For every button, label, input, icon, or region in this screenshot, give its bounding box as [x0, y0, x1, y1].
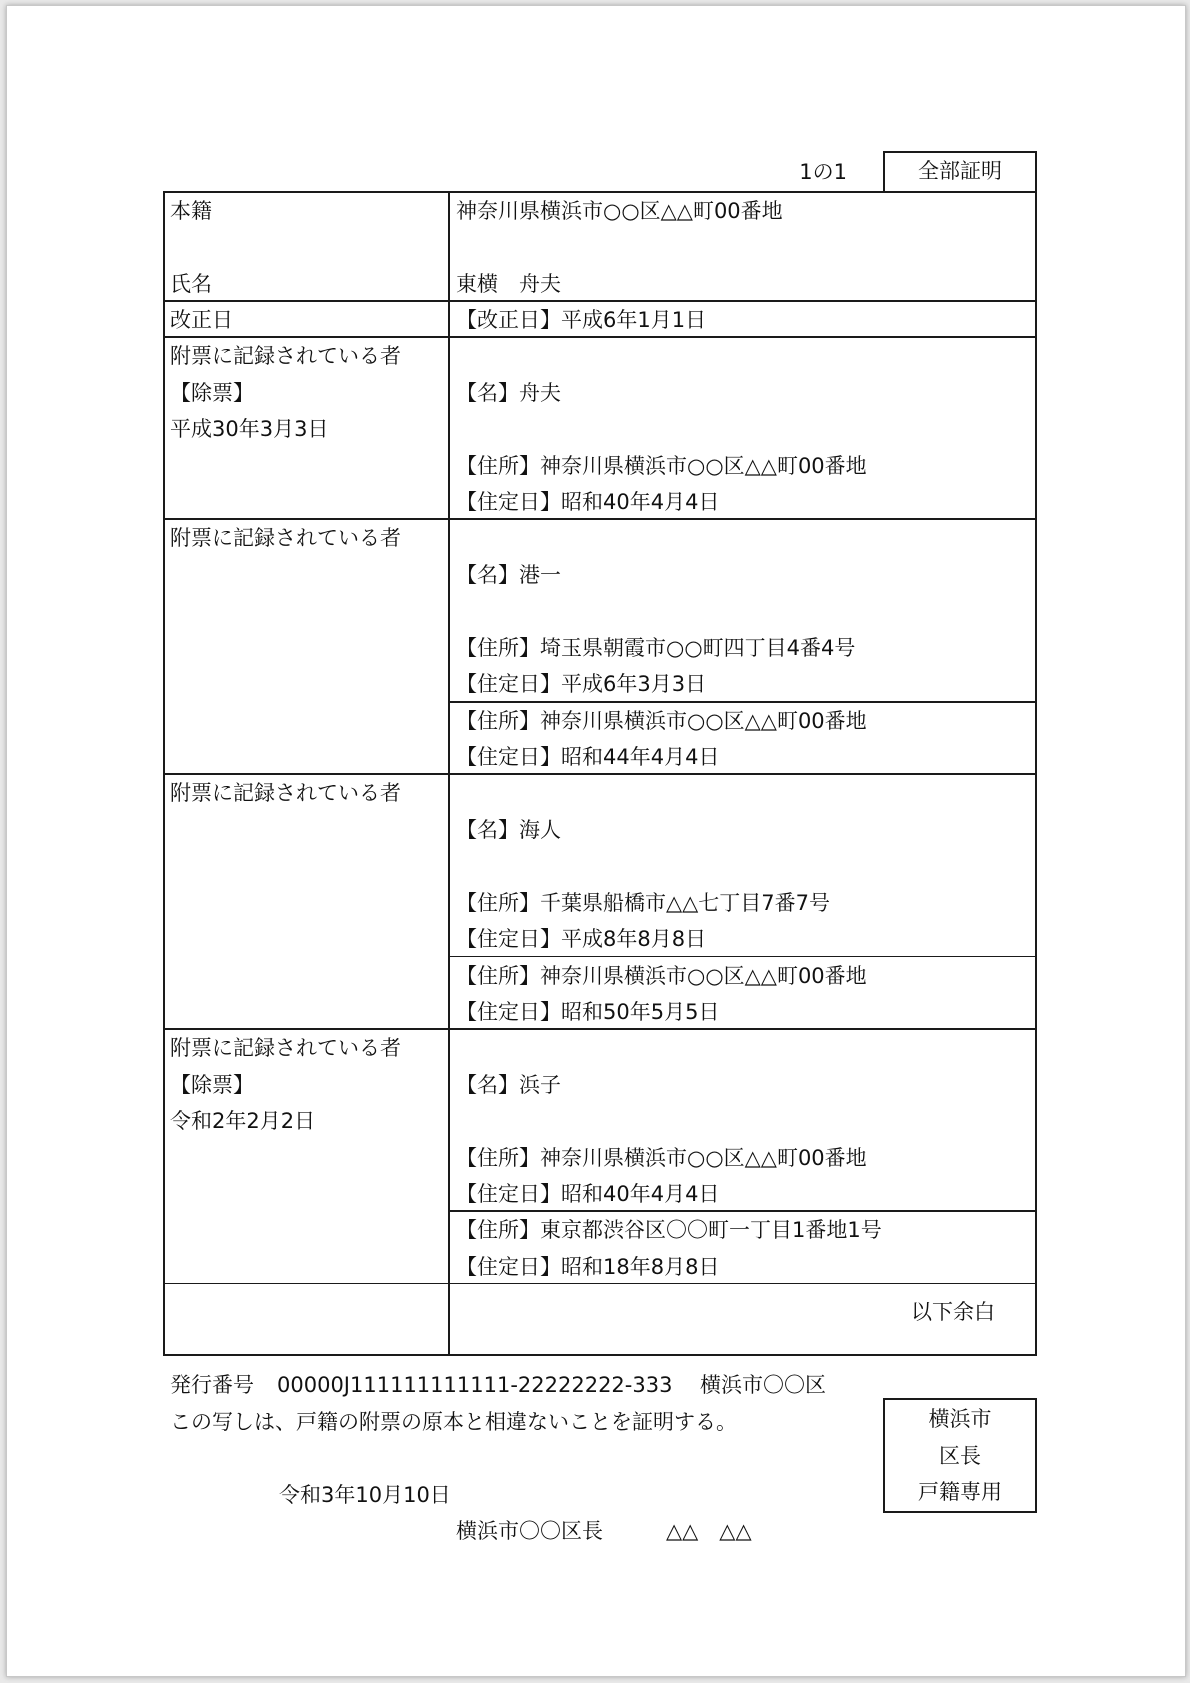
person-name: 【名】港一 [456, 563, 561, 587]
seal-line: 区長 [939, 1444, 981, 1468]
person-address: 【住所】神奈川県横浜市○○区△△町00番地 [456, 1146, 867, 1170]
cert-type-label: 全部証明 [918, 159, 1002, 183]
issue-label: 発行番号 [170, 1373, 254, 1397]
person-address: 【住所】東京都渋谷区〇〇町一丁目1番地1号 [456, 1218, 882, 1242]
person-name: 【名】舟夫 [456, 381, 561, 405]
cert-type-box [883, 151, 1037, 193]
seal-line: 横浜市 [928, 1407, 992, 1431]
person-address-date: 【住定日】平成6年3月3日 [456, 672, 707, 696]
person-address-date: 【住定日】昭和18年8月8日 [456, 1255, 720, 1279]
document-page [6, 5, 1186, 1677]
signatory: 横浜市〇〇区長 △△ △△ [456, 1519, 752, 1543]
kaisei-label: 改正日 [170, 308, 233, 332]
official-seal-box [883, 1398, 1037, 1513]
person-heading: 附票に記録されている者 [170, 344, 401, 368]
honseki-label: 本籍 [170, 199, 212, 223]
person-address: 【住所】千葉県船橋市△△七丁目7番7号 [456, 891, 831, 915]
issue-number: 00000J111111111111-22222222-333 [277, 1373, 673, 1397]
person-status: 【除票】 [170, 1073, 254, 1097]
person-address: 【住所】神奈川県横浜市○○区△△町00番地 [456, 964, 867, 988]
person-heading: 附票に記録されている者 [170, 526, 401, 550]
person-address-date: 【住定日】昭和40年4月4日 [456, 1182, 720, 1206]
person-status-date: 令和2年2月2日 [170, 1109, 316, 1133]
certification-text: この写しは、戸籍の附票の原本と相違ないことを証明する。 [170, 1410, 737, 1434]
person-address-date: 【住定日】昭和44年4月4日 [456, 745, 720, 769]
seal-line: 戸籍専用 [918, 1480, 1002, 1504]
shimei-label: 氏名 [170, 272, 212, 296]
person-address-date: 【住定日】昭和50年5月5日 [456, 1000, 720, 1024]
page-count: 1の1 [799, 160, 847, 184]
person-address-date: 【住定日】平成8年8月8日 [456, 927, 707, 951]
person-status-date: 平成30年3月3日 [170, 417, 329, 441]
person-heading: 附票に記録されている者 [170, 781, 401, 805]
person-status: 【除票】 [170, 381, 254, 405]
person-address: 【住所】埼玉県朝霞市○○町四丁目4番4号 [456, 636, 856, 660]
person-address-date: 【住定日】昭和40年4月4日 [456, 490, 720, 514]
kaisei-value: 【改正日】平成6年1月1日 [456, 308, 707, 332]
shimei-value: 東横 舟夫 [456, 272, 561, 296]
person-heading: 附票に記録されている者 [170, 1036, 401, 1060]
person-address: 【住所】神奈川県横浜市○○区△△町00番地 [456, 709, 867, 733]
person-name: 【名】海人 [456, 818, 561, 842]
honseki-value: 神奈川県横浜市○○区△△町00番地 [456, 199, 783, 223]
issue-date: 令和3年10月10日 [279, 1483, 451, 1507]
end-mark: 以下余白 [911, 1300, 995, 1324]
person-name: 【名】浜子 [456, 1073, 561, 1097]
issue-office: 横浜市〇〇区 [700, 1373, 826, 1397]
person-address: 【住所】神奈川県横浜市○○区△△町00番地 [456, 454, 867, 478]
